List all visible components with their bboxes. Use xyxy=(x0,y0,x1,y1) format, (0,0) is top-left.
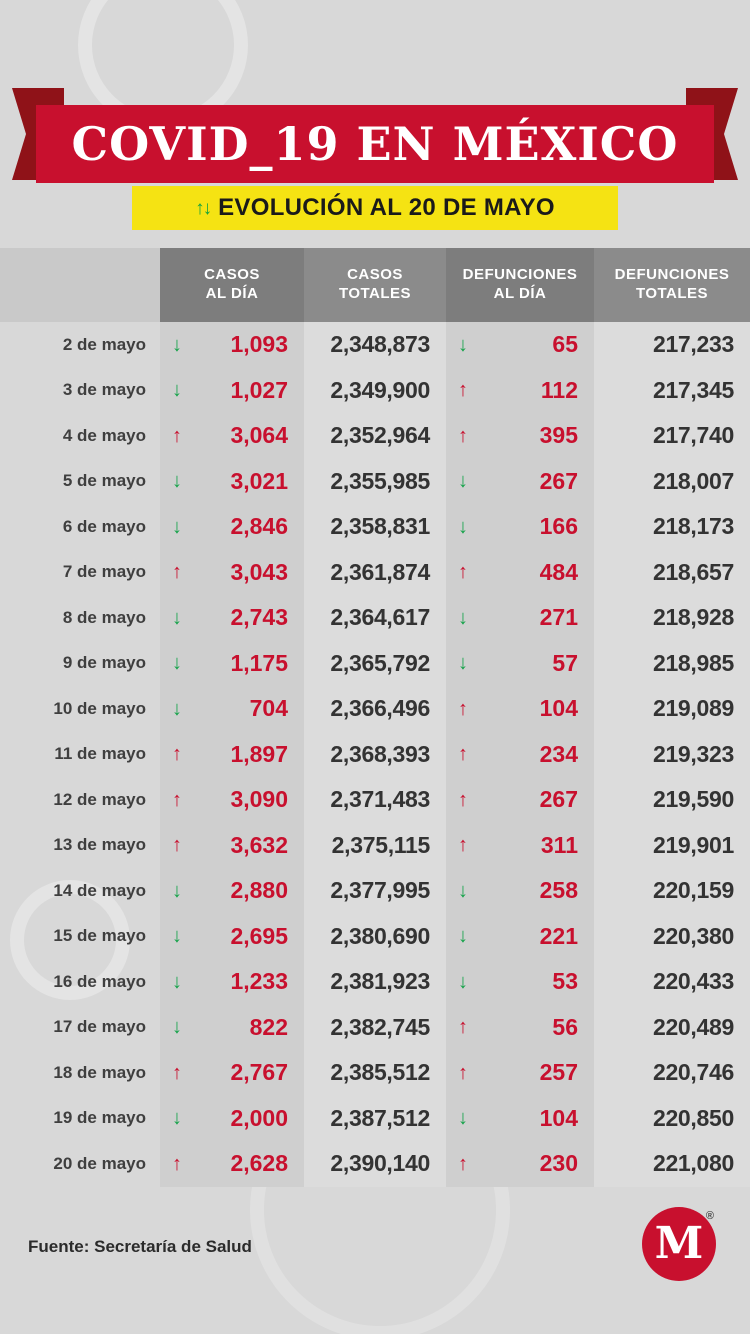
table-body xyxy=(0,322,750,1187)
cell-defunciones-al-dia-value: 267 xyxy=(539,786,578,813)
cell-defunciones-totales: 219,089 xyxy=(594,686,750,732)
cell-defunciones-totales: 218,657 xyxy=(594,550,750,596)
trend-up-icon: ↑ xyxy=(458,561,468,584)
cell-casos-al-dia xyxy=(160,732,304,778)
table-row xyxy=(0,1096,750,1142)
table-row xyxy=(0,641,750,687)
table-row xyxy=(0,1005,750,1051)
table-row xyxy=(0,413,750,459)
cell-date: 18 de mayo xyxy=(53,1062,146,1082)
trend-up-icon: ↑ xyxy=(458,1061,468,1084)
table-row xyxy=(0,595,750,641)
trend-up-icon: ↑ xyxy=(458,424,468,447)
cell-casos-al-dia-value: 1,027 xyxy=(230,376,288,403)
cell-defunciones-al-dia xyxy=(446,732,594,778)
cell-date: 2 de mayo xyxy=(62,334,146,354)
cell-casos-al-dia-value: 2,846 xyxy=(230,513,288,540)
cell-defunciones-al-dia xyxy=(446,550,594,596)
cell-date: 16 de mayo xyxy=(53,971,146,991)
cell-defunciones-al-dia xyxy=(446,1005,594,1051)
trend-down-icon: ↓ xyxy=(172,379,182,402)
cell-defunciones-al-dia-value: 112 xyxy=(540,376,578,403)
cell-casos-totales: 2,355,985 xyxy=(304,459,446,505)
table-row xyxy=(0,868,750,914)
trend-down-icon: ↓ xyxy=(172,697,182,720)
cell-casos-al-dia-value: 3,021 xyxy=(230,467,288,494)
cell-defunciones-al-dia xyxy=(446,595,594,641)
cell-defunciones-al-dia-value: 258 xyxy=(539,877,578,904)
cell-date: 13 de mayo xyxy=(53,835,146,855)
table-row xyxy=(0,368,750,414)
cell-casos-totales: 2,358,831 xyxy=(304,504,446,550)
cell-date: 11 de mayo xyxy=(54,744,146,764)
trend-down-icon: ↓ xyxy=(172,1016,182,1039)
table-row xyxy=(0,1141,750,1187)
trend-arrows-icon xyxy=(195,199,210,218)
table-row xyxy=(0,686,750,732)
trend-down-icon: ↓ xyxy=(458,652,468,675)
cell-casos-al-dia-value: 2,767 xyxy=(230,1059,288,1086)
trend-up-icon: ↑ xyxy=(458,834,468,857)
cell-casos-al-dia xyxy=(160,914,304,960)
cell-casos-al-dia-value: 2,880 xyxy=(230,877,288,904)
trend-up-icon: ↑ xyxy=(458,1152,468,1175)
cell-date: 4 de mayo xyxy=(62,425,146,445)
table-row xyxy=(0,459,750,505)
trend-down-icon: ↓ xyxy=(172,879,182,902)
table-row xyxy=(0,823,750,869)
trend-up-icon: ↑ xyxy=(172,424,182,447)
footer xyxy=(0,1187,750,1307)
table-row xyxy=(0,322,750,368)
cell-defunciones-totales: 220,380 xyxy=(594,914,750,960)
column-header-line1: DEFUNCIONES xyxy=(614,266,730,284)
trend-down-icon: ↓ xyxy=(458,1107,468,1130)
cell-defunciones-al-dia-value: 53 xyxy=(552,968,578,995)
cell-defunciones-al-dia xyxy=(446,686,594,732)
cell-casos-totales: 2,364,617 xyxy=(304,595,446,641)
cell-casos-totales: 2,387,512 xyxy=(304,1096,446,1142)
trend-down-icon: ↓ xyxy=(172,970,182,993)
cell-defunciones-al-dia-value: 65 xyxy=(552,331,578,358)
column-header-line2: AL DÍA xyxy=(205,285,259,302)
covid-data-table xyxy=(0,248,750,1187)
cell-defunciones-totales: 218,007 xyxy=(594,459,750,505)
logo-letter: M xyxy=(654,1217,704,1269)
trend-down-icon: ↓ xyxy=(458,879,468,902)
cell-defunciones-al-dia-value: 267 xyxy=(539,467,578,494)
cell-casos-al-dia xyxy=(160,1005,304,1051)
cell-casos-al-dia xyxy=(160,1096,304,1142)
cell-defunciones-totales: 218,173 xyxy=(594,504,750,550)
cell-casos-totales: 2,348,873 xyxy=(304,322,446,368)
cell-casos-totales: 2,380,690 xyxy=(304,914,446,960)
cell-casos-al-dia-value: 3,064 xyxy=(230,422,288,449)
cell-casos-al-dia-value: 2,000 xyxy=(230,1104,288,1131)
cell-casos-al-dia xyxy=(160,1141,304,1187)
trend-down-icon: ↓ xyxy=(458,515,468,538)
column-header-line2: TOTALES xyxy=(338,285,412,302)
table-row xyxy=(0,732,750,778)
cell-casos-totales: 2,361,874 xyxy=(304,550,446,596)
cell-defunciones-al-dia xyxy=(446,1096,594,1142)
cell-date: 7 de mayo xyxy=(62,562,146,582)
column-header-line1: CASOS xyxy=(347,266,403,284)
cell-defunciones-al-dia xyxy=(446,1141,594,1187)
table-row xyxy=(0,777,750,823)
cell-defunciones-al-dia-value: 56 xyxy=(552,1013,578,1040)
arrow-up-icon: ↑ xyxy=(195,197,203,219)
cell-casos-al-dia xyxy=(160,868,304,914)
cell-defunciones-al-dia-value: 311 xyxy=(540,831,578,858)
trend-down-icon: ↓ xyxy=(172,333,182,356)
cell-casos-al-dia xyxy=(160,823,304,869)
cell-defunciones-totales: 219,323 xyxy=(594,732,750,778)
cell-casos-al-dia xyxy=(160,777,304,823)
cell-casos-al-dia xyxy=(160,368,304,414)
cell-defunciones-totales: 217,345 xyxy=(594,368,750,414)
cell-defunciones-totales: 218,928 xyxy=(594,595,750,641)
cell-defunciones-al-dia-value: 104 xyxy=(539,695,578,722)
column-header-casos-totales xyxy=(304,248,446,322)
table-header-row xyxy=(0,248,750,322)
cell-casos-totales: 2,377,995 xyxy=(304,868,446,914)
trend-down-icon: ↓ xyxy=(458,470,468,493)
cell-defunciones-totales: 220,489 xyxy=(594,1005,750,1051)
trend-up-icon: ↑ xyxy=(172,1152,182,1175)
trend-up-icon: ↑ xyxy=(172,561,182,584)
cell-casos-al-dia xyxy=(160,686,304,732)
cell-defunciones-totales: 220,159 xyxy=(594,868,750,914)
table-row xyxy=(0,550,750,596)
cell-casos-totales: 2,381,923 xyxy=(304,959,446,1005)
cell-defunciones-al-dia xyxy=(446,959,594,1005)
cell-defunciones-al-dia xyxy=(446,504,594,550)
cell-casos-totales: 2,352,964 xyxy=(304,413,446,459)
cell-date: 10 de mayo xyxy=(53,698,146,718)
cell-defunciones-al-dia xyxy=(446,368,594,414)
cell-casos-al-dia xyxy=(160,959,304,1005)
cell-casos-al-dia xyxy=(160,641,304,687)
trend-down-icon: ↓ xyxy=(172,652,182,675)
cell-casos-totales: 2,368,393 xyxy=(304,732,446,778)
cell-defunciones-al-dia-value: 257 xyxy=(539,1059,578,1086)
trend-down-icon: ↓ xyxy=(172,925,182,948)
cell-casos-al-dia xyxy=(160,322,304,368)
cell-defunciones-totales: 217,740 xyxy=(594,413,750,459)
trend-up-icon: ↑ xyxy=(458,788,468,811)
trend-up-icon: ↑ xyxy=(172,743,182,766)
cell-defunciones-totales: 220,433 xyxy=(594,959,750,1005)
cell-casos-totales: 2,366,496 xyxy=(304,686,446,732)
cell-casos-al-dia xyxy=(160,1050,304,1096)
cell-defunciones-al-dia xyxy=(446,777,594,823)
trend-down-icon: ↓ xyxy=(172,606,182,629)
cell-defunciones-al-dia-value: 484 xyxy=(539,558,578,585)
cell-casos-totales: 2,365,792 xyxy=(304,641,446,687)
source-note: Fuente: Secretaría de Salud xyxy=(28,1236,252,1256)
cell-casos-al-dia xyxy=(160,504,304,550)
column-header-date xyxy=(0,248,160,322)
trend-down-icon: ↓ xyxy=(172,515,182,538)
subtitle-banner xyxy=(132,186,618,230)
table-row xyxy=(0,1050,750,1096)
cell-casos-al-dia-value: 3,090 xyxy=(230,786,288,813)
arrow-down-icon: ↓ xyxy=(202,197,211,219)
cell-defunciones-al-dia-value: 104 xyxy=(539,1104,578,1131)
trend-down-icon: ↓ xyxy=(458,606,468,629)
cell-date: 20 de mayo xyxy=(53,1153,146,1173)
cell-defunciones-al-dia xyxy=(446,641,594,687)
cell-casos-al-dia-value: 2,695 xyxy=(230,922,288,949)
cell-date: 9 de mayo xyxy=(62,653,146,673)
cell-casos-al-dia-value: 3,632 xyxy=(230,831,288,858)
cell-casos-al-dia xyxy=(160,595,304,641)
table-row xyxy=(0,959,750,1005)
cell-defunciones-totales: 220,850 xyxy=(594,1096,750,1142)
cell-casos-al-dia xyxy=(160,550,304,596)
column-header-defunciones-al-dia xyxy=(446,248,594,322)
table-row xyxy=(0,504,750,550)
trend-up-icon: ↑ xyxy=(172,834,182,857)
cell-defunciones-totales: 219,901 xyxy=(594,823,750,869)
trend-up-icon: ↑ xyxy=(458,1016,468,1039)
trend-down-icon: ↓ xyxy=(458,333,468,356)
cell-casos-totales: 2,390,140 xyxy=(304,1141,446,1187)
page-title: COVID_19 EN MÉXICO xyxy=(71,117,679,171)
cell-defunciones-al-dia xyxy=(446,322,594,368)
cell-defunciones-al-dia-value: 221 xyxy=(539,922,578,949)
cell-casos-al-dia-value: 2,743 xyxy=(230,604,288,631)
column-header-casos-al-dia xyxy=(160,248,304,322)
cell-defunciones-totales: 220,746 xyxy=(594,1050,750,1096)
milenio-logo xyxy=(642,1207,716,1281)
cell-casos-al-dia-value: 3,043 xyxy=(230,558,288,585)
trend-up-icon: ↑ xyxy=(172,1061,182,1084)
cell-casos-al-dia xyxy=(160,459,304,505)
cell-defunciones-al-dia-value: 230 xyxy=(539,1150,578,1177)
cell-date: 14 de mayo xyxy=(53,880,146,900)
cell-date: 6 de mayo xyxy=(62,516,146,536)
cell-date: 15 de mayo xyxy=(53,926,146,946)
cell-casos-totales: 2,371,483 xyxy=(304,777,446,823)
cell-defunciones-al-dia-value: 271 xyxy=(539,604,578,631)
trend-down-icon: ↓ xyxy=(172,470,182,493)
cell-casos-al-dia-value: 704 xyxy=(249,695,288,722)
cell-defunciones-al-dia xyxy=(446,914,594,960)
cell-defunciones-al-dia xyxy=(446,868,594,914)
column-header-line1: CASOS xyxy=(204,266,260,284)
table-row xyxy=(0,914,750,960)
cell-date: 5 de mayo xyxy=(62,471,146,491)
cell-defunciones-totales: 218,985 xyxy=(594,641,750,687)
trend-up-icon: ↑ xyxy=(458,379,468,402)
cell-casos-al-dia-value: 1,233 xyxy=(230,968,288,995)
cell-casos-totales: 2,385,512 xyxy=(304,1050,446,1096)
cell-defunciones-al-dia xyxy=(446,459,594,505)
column-header-line1: DEFUNCIONES xyxy=(462,266,578,284)
cell-date: 8 de mayo xyxy=(62,607,146,627)
page-subtitle: EVOLUCIÓN AL 20 DE MAYO xyxy=(218,194,555,221)
cell-defunciones-totales: 221,080 xyxy=(594,1141,750,1187)
cell-date: 19 de mayo xyxy=(53,1108,146,1128)
cell-defunciones-al-dia xyxy=(446,413,594,459)
cell-defunciones-totales: 219,590 xyxy=(594,777,750,823)
cell-casos-al-dia-value: 822 xyxy=(249,1013,288,1040)
cell-defunciones-totales: 217,233 xyxy=(594,322,750,368)
cell-defunciones-al-dia xyxy=(446,823,594,869)
cell-defunciones-al-dia-value: 234 xyxy=(539,740,578,767)
cell-casos-al-dia-value: 2,628 xyxy=(230,1150,288,1177)
cell-defunciones-al-dia-value: 57 xyxy=(552,649,578,676)
cell-casos-totales: 2,382,745 xyxy=(304,1005,446,1051)
cell-date: 3 de mayo xyxy=(62,380,146,400)
cell-casos-al-dia xyxy=(160,413,304,459)
trend-up-icon: ↑ xyxy=(458,743,468,766)
title-banner xyxy=(36,105,714,183)
column-header-line2: TOTALES xyxy=(635,285,709,302)
trend-up-icon: ↑ xyxy=(458,697,468,720)
trend-up-icon: ↑ xyxy=(172,788,182,811)
header-banner xyxy=(0,0,750,240)
column-header-line2: AL DÍA xyxy=(493,285,547,302)
cell-date: 17 de mayo xyxy=(53,1017,146,1037)
cell-casos-totales: 2,349,900 xyxy=(304,368,446,414)
logo-registered-mark: ® xyxy=(705,1209,714,1222)
cell-defunciones-al-dia xyxy=(446,1050,594,1096)
cell-casos-al-dia-value: 1,175 xyxy=(230,649,288,676)
cell-defunciones-al-dia-value: 166 xyxy=(539,513,578,540)
trend-down-icon: ↓ xyxy=(458,970,468,993)
cell-date: 12 de mayo xyxy=(53,789,146,809)
column-header-defunciones-totales xyxy=(594,248,750,322)
cell-casos-al-dia-value: 1,093 xyxy=(230,331,288,358)
cell-casos-totales: 2,375,115 xyxy=(304,823,446,869)
cell-casos-al-dia-value: 1,897 xyxy=(230,740,288,767)
trend-down-icon: ↓ xyxy=(172,1107,182,1130)
trend-down-icon: ↓ xyxy=(458,925,468,948)
cell-defunciones-al-dia-value: 395 xyxy=(539,422,578,449)
